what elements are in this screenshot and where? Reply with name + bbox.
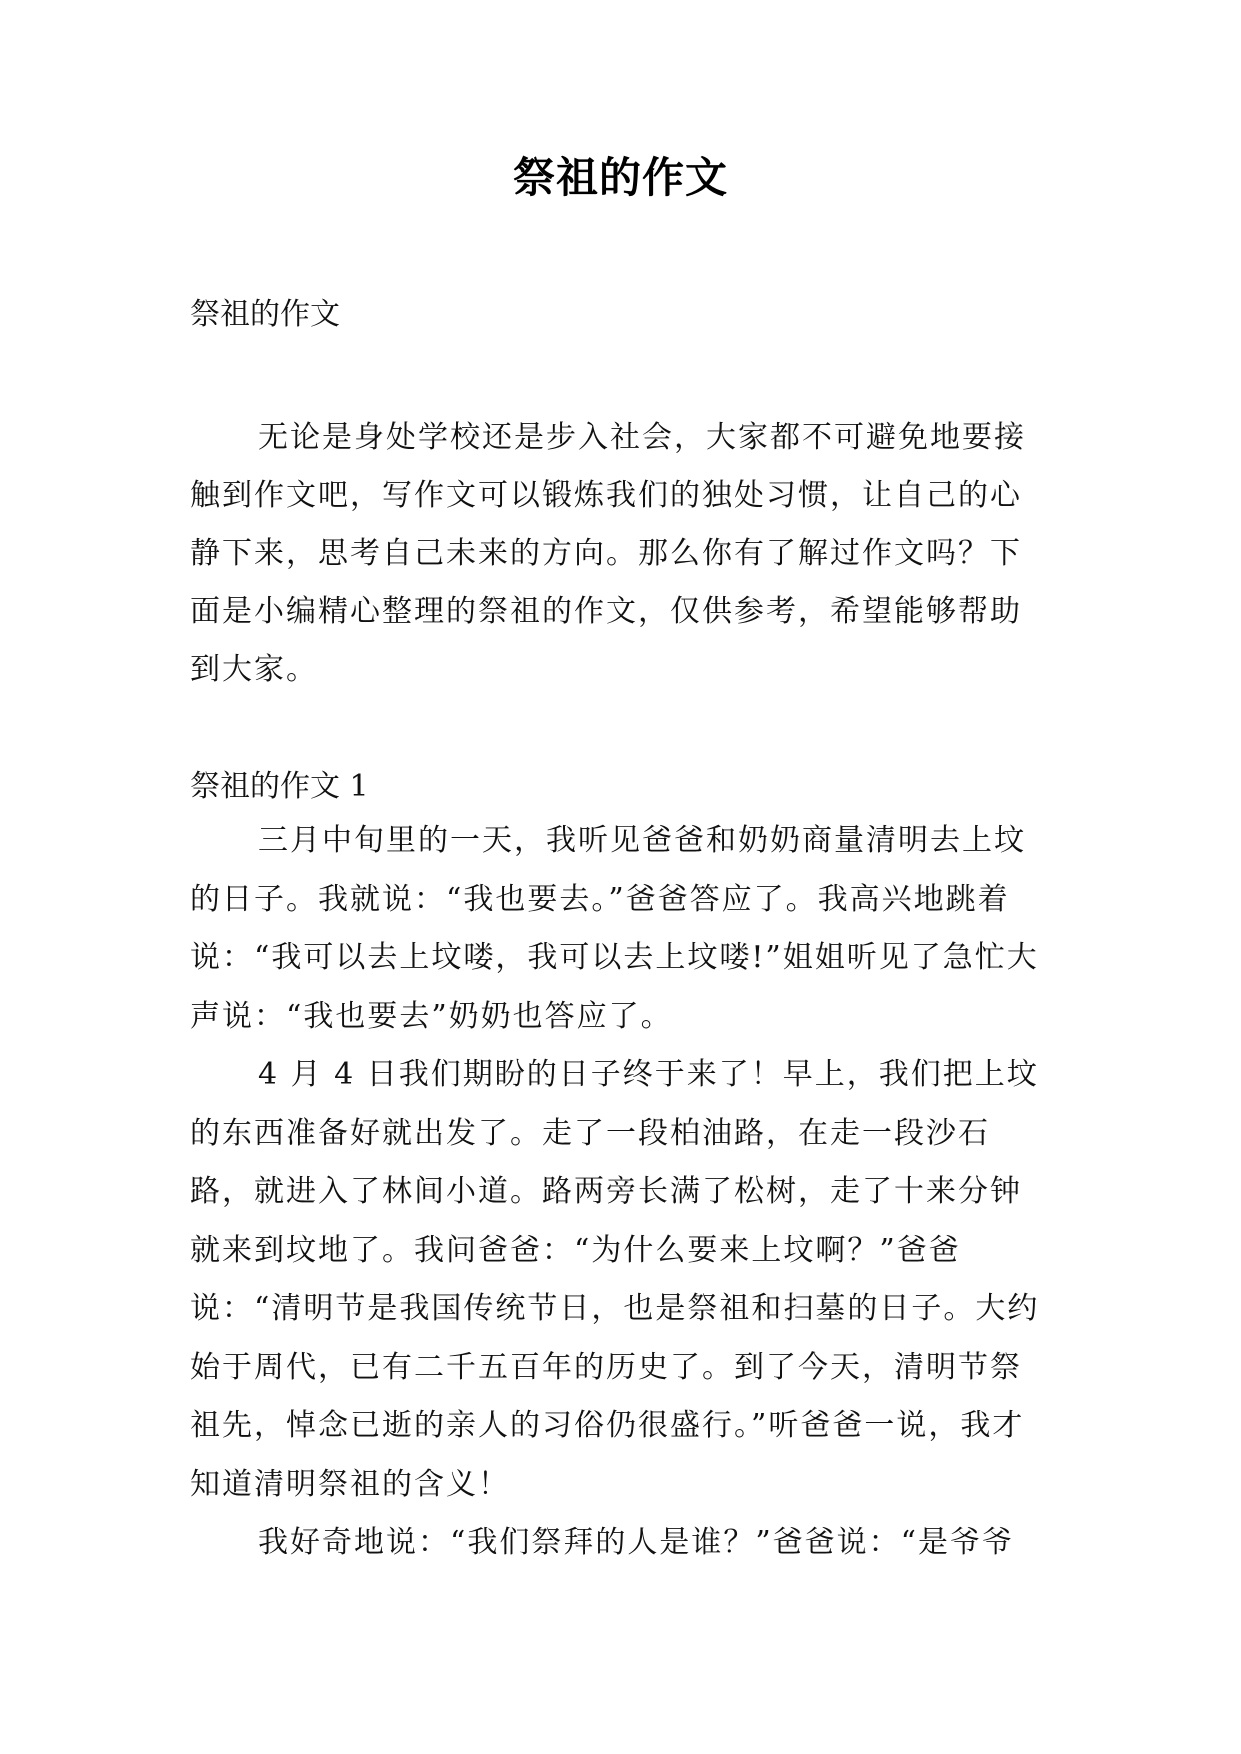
document-title: 祭祖的作文 [512,153,728,202]
essay-paragraph: 我好奇地说：“我们祭拜的人是谁？”爸爸说：“是爷爷 [258,1525,1015,1560]
essay-paragraph: 三月中旬里的一天，我听见爸爸和奶奶商量清明去上坟的日子。我就说：“我也要去。”爸爸答应了。我高兴地跳着说：“我可以去上坟喽，我可以去上坟喽!”姐姐听见了急忙大声说：“我也要去”奶奶也答应了。 [190,823,1039,1034]
essay-paragraph: 4 月 4 日我们期盼的日子终于来了！早上，我们把上坟的东西准备好就出发了。走了一段柏油路，在走一段沙石路，就进入了林间小道。路两旁长满了松树，走了十来分钟就来到坟地了。我问爸爸：“为什么要来上坟啊？”爸爸说：“清明节是我国传统节日，也是祭祖和扫墓的日子。大约始于周代，已有二千五百年的历史了。到了今天，清明节祭祖先，悼念已逝的亲人的习俗仍很盛行。”听爸爸一说，我才知道清明祭祖的含义！ [190,1057,1040,1502]
intro-paragraph: 无论是身处学校还是步入社会，大家都不可避免地要接触到作文吧，写作文可以锻炼我们的独处习惯，让自己的心静下来，思考自己未来的方向。那么你有了解过作文吗？下面是小编精心整理的祭祖的作文，仅供参考，希望能够帮助到大家。 [190,420,1026,687]
section-heading: 祭祖的作文 1 [190,769,369,804]
document-subtitle: 祭祖的作文 [190,297,340,332]
essay-body [190,812,1050,1573]
